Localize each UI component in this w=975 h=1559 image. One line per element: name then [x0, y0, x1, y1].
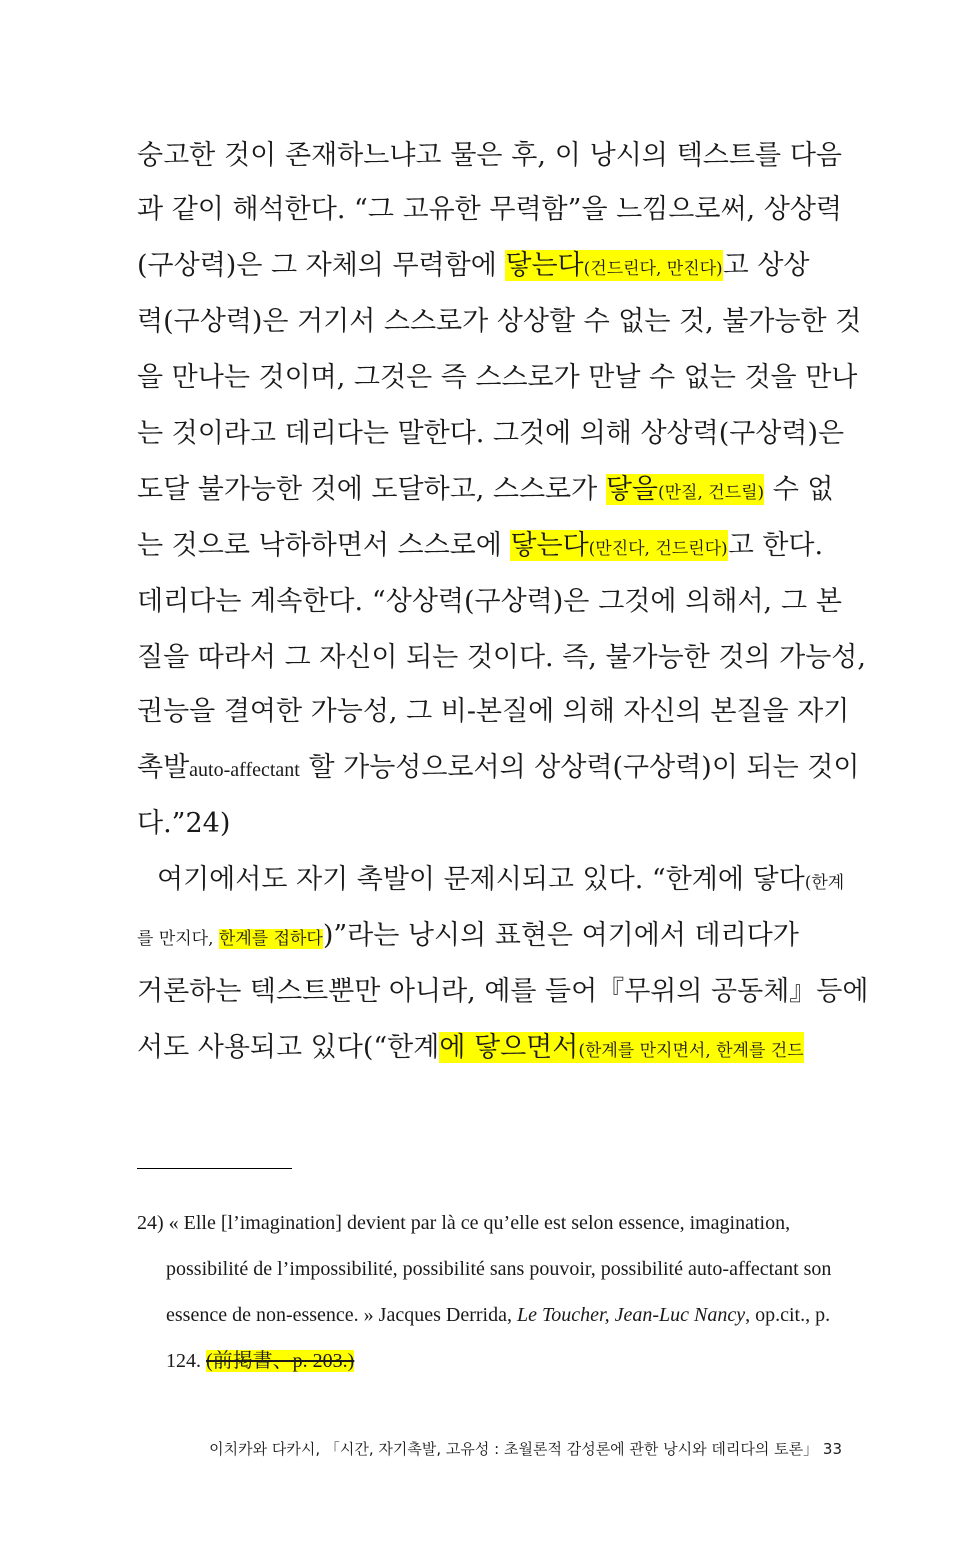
- highlight: (前掲書、p. 203.): [206, 1350, 355, 1372]
- body-line: 도달 불가능한 것에 도달하고, 스스로가 닿을(만질, 건드릴) 수 없: [137, 474, 834, 505]
- footnote-line: 24) « Elle [l’imagination] devient par là ce qu’elle est selon essence, imagination,: [137, 1212, 791, 1234]
- body-line: 촉발auto-affectant 할 가능성으로서의 상상력(구상력)이 되는 것이: [137, 752, 860, 783]
- body-line: 서도 사용되고 있다(“한계에 닿으면서(한계를 만지면서, 한계를 건드: [137, 1032, 804, 1063]
- body-line: 를 만지다, 한계를 접하다)”라는 낭시의 표현은 여기에서 데리다가: [137, 920, 799, 951]
- body-line: 질을 따라서 그 자신이 되는 것이다. 즉, 불가능한 것의 가능성,: [137, 642, 866, 673]
- body-line: 는 것으로 낙하하면서 스스로에 닿는다(만진다, 건드린다)고 한다.: [137, 530, 824, 561]
- body-line: 데리다는 계속한다. “상상력(구상력)은 그것에 의해서, 그 본: [137, 586, 842, 617]
- footnote-line: possibilité de l’impossibilité, possibilité sans pouvoir, possibilité auto-affectant son: [166, 1258, 832, 1280]
- body-line: 다.”24): [137, 808, 231, 839]
- footnote-separator: [137, 1168, 292, 1169]
- highlight: 닿는다(건드린다, 만진다): [505, 250, 723, 281]
- body-line: 숭고한 것이 존재하느냐고 물은 후, 이 낭시의 텍스트를 다음: [137, 140, 842, 171]
- highlight: 닿는다(만진다, 건드린다): [510, 530, 728, 561]
- body-line: 을 만나는 것이며, 그것은 즉 스스로가 만날 수 없는 것을 만나: [137, 362, 858, 393]
- body-line: 과 같이 해석한다. “그 고유한 무력함”을 느낌으로써, 상상력: [137, 194, 842, 225]
- body-line: 권능을 결여한 가능성, 그 비-본질에 의해 자신의 본질을 자기: [137, 696, 850, 727]
- highlight: 에 닿으면서(한계를 만지면서, 한계를 건드: [439, 1032, 804, 1063]
- body-line: 는 것이라고 데리다는 말한다. 그것에 의해 상상력(구상력)은: [137, 418, 845, 449]
- footnote-line: essence de non-essence. » Jacques Derrida, Le Toucher, Jean-Luc Nancy, op.cit., p.: [166, 1304, 831, 1326]
- body-line: 여기에서도 자기 촉발이 문제시되고 있다. “한계에 닿다(한계: [157, 864, 845, 895]
- highlight: 닿을(만질, 건드릴): [605, 474, 765, 505]
- body-line: (구상력)은 그 자체의 무력함에 닿는다(건드린다, 만진다)고 상상: [137, 250, 810, 281]
- footnote-line: 124. (前掲書、p. 203.): [166, 1350, 355, 1372]
- running-footer: 이치카와 다카시, 「시간, 자기촉발, 고유성 : 초월론적 감성론에 관한 낭시와 데리다의 토론」 33: [209, 1440, 842, 1458]
- highlight: 한계를 접하다: [218, 929, 323, 949]
- body-line: 력(구상력)은 거기서 스스로가 상상할 수 없는 것, 불가능한 것: [137, 306, 862, 337]
- body-line: 거론하는 텍스트뿐만 아니라, 예를 들어『무위의 공동체』등에: [137, 976, 869, 1007]
